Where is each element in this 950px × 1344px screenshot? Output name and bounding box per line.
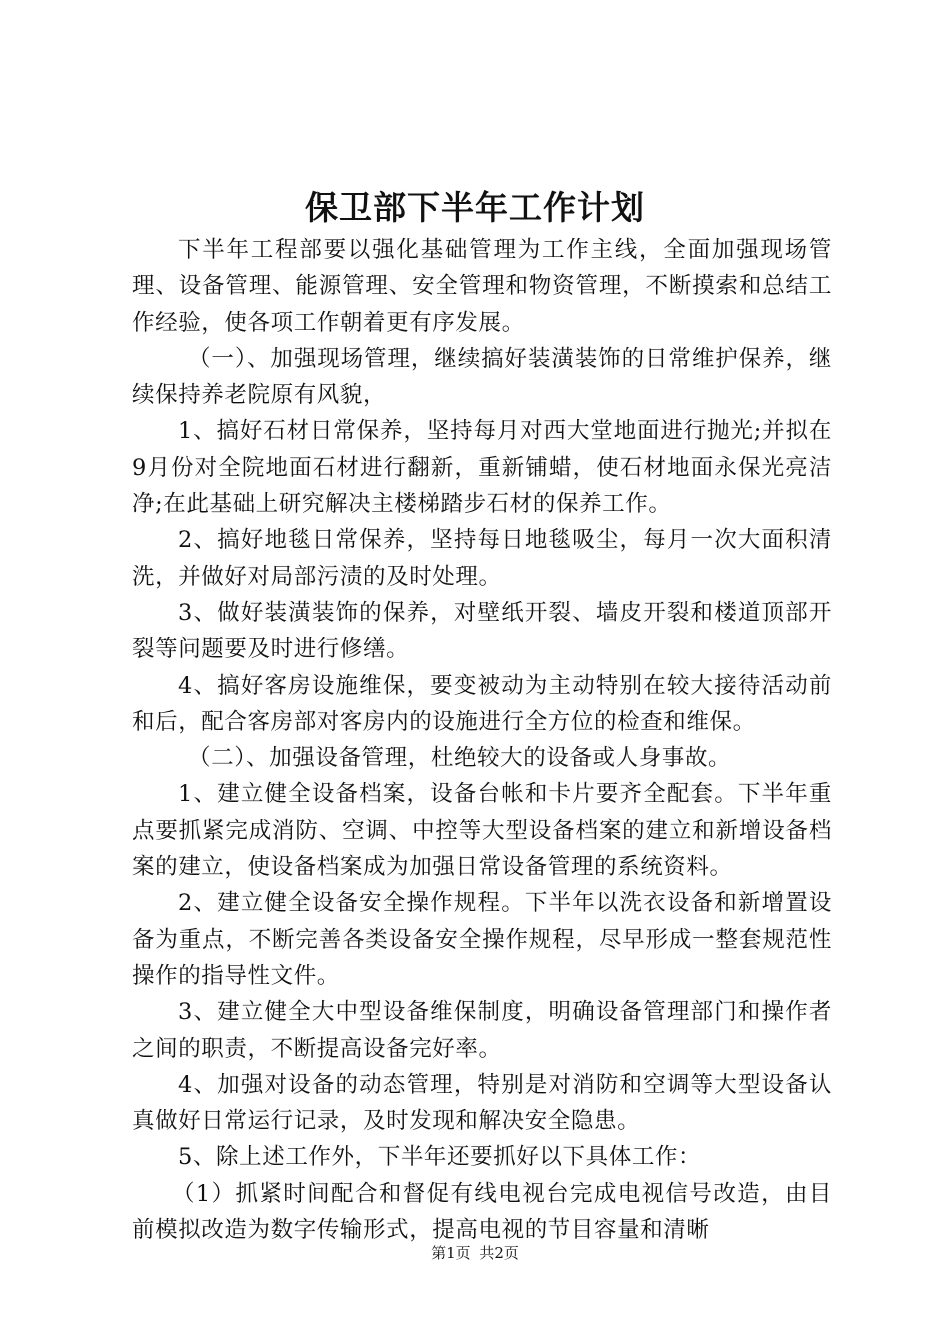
paragraph-item: 3、建立健全大中型设备维保制度，明确设备管理部门和操作者之间的职责，不断提高设备完好率。	[132, 999, 832, 1062]
paragraph-subitem: （1）抓紧时间配合和督促有线电视台完成电视信号改造，由目前模拟改造为数字传输形式，提高电视的节目容量和清晰	[132, 1180, 832, 1244]
page-footer	[0, 1243, 950, 1263]
paragraph-item: 2、建立健全设备安全操作规程。下半年以洗衣设备和新增置设备为重点，不断完善各类设备安全操作规程，尽早形成一整套规范性操作的指导性文件。	[132, 890, 832, 989]
paragraph-item: 3、做好装潢装饰的保养，对壁纸开裂、墙皮开裂和楼道顶部开裂等问题要及时进行修缮。	[132, 599, 832, 663]
page-total: 共2页	[479, 1244, 519, 1262]
paragraph-item: 1、搞好石材日常保养，坚持每月对西大堂地面进行抛光;并拟在9月份对全院地面石材进行翻新，重新铺蜡，使石材地面永保光亮洁净;在此基础上研究解决主楼梯踏步石材的保养工作。	[132, 418, 832, 518]
paragraph-item: 4、加强对设备的动态管理，特别是对消防和空调等大型设备认真做好日常运行记录，及时发现和解决安全隐患。	[132, 1071, 832, 1135]
document-title: 保卫部下半年工作计划	[305, 188, 645, 227]
section-heading-1: （一）、加强现场管理，继续搞好装潢装饰的日常维护保养，继续保持养老院原有风貌，	[132, 345, 832, 409]
document-body	[132, 232, 832, 1248]
paragraph-item: 2、搞好地毯日常保养，坚持每日地毯吸尘，每月一次大面积清洗，并做好对局部污渍的及时处理。	[132, 527, 832, 590]
paragraph-item: 5、除上述工作外，下半年还要抓好以下具体工作：	[178, 1144, 702, 1171]
paragraph-item: 4、搞好客房设施维保，要变被动为主动特别在较大接待活动前和后，配合客房部对客房内的设施进行全方位的检查和维保。	[132, 672, 832, 735]
section-heading-2: （二）、加强设备管理，杜绝较大的设备或人身事故。	[188, 745, 732, 772]
page-number: 第1页	[431, 1244, 471, 1262]
paragraph-intro: 下半年工程部要以强化基础管理为工作主线，全面加强现场管理、设备管理、能源管理、安全管理和物资管理，不断摸索和总结工作经验，使各项工作朝着更有序发展。	[132, 237, 832, 336]
paragraph-item: 1、建立健全设备档案，设备台帐和卡片要齐全配套。下半年重点要抓紧完成消防、空调、中控等大型设备档案的建立和新增设备档案的建立，使设备档案成为加强日常设备管理的系统资料。	[132, 781, 832, 881]
